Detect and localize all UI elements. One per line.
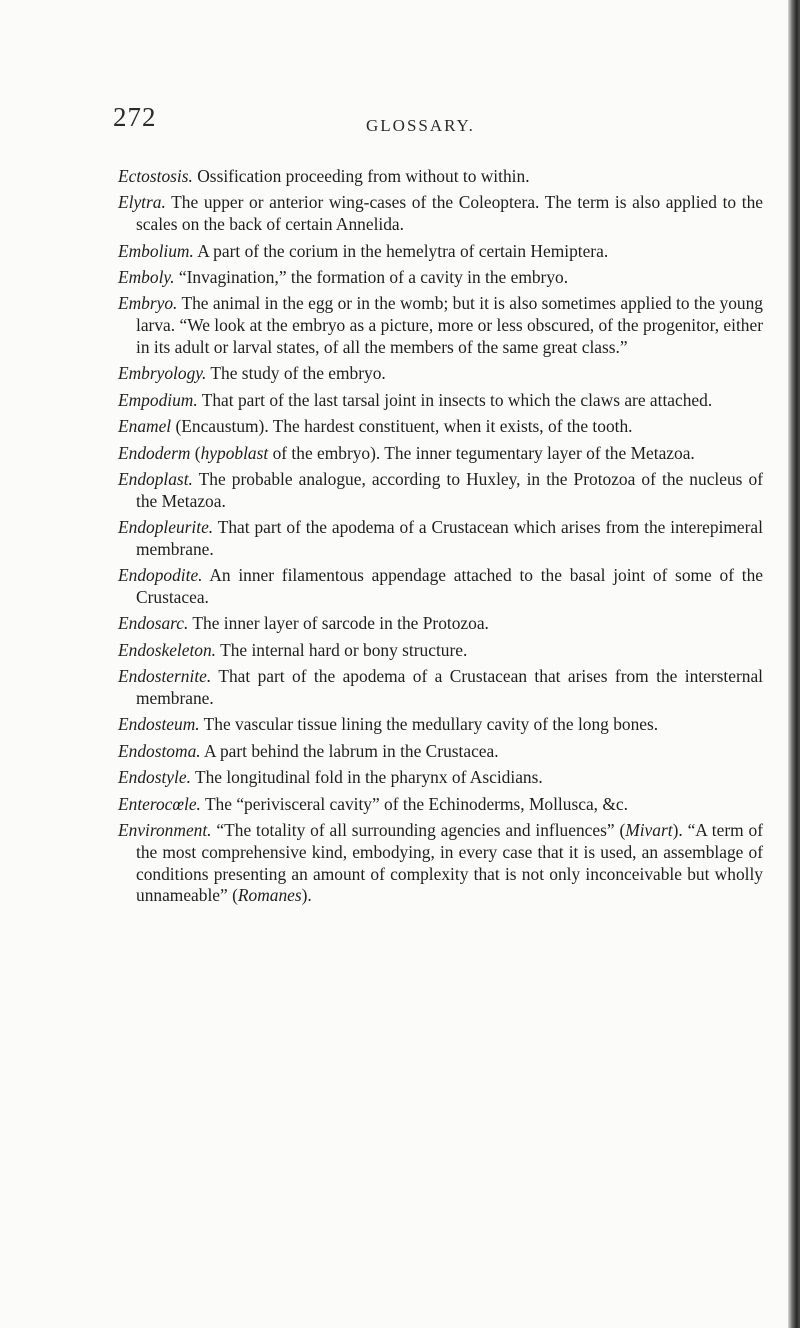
glossary-entry-endosteum <box>118 714 763 736</box>
entry-term: Enterocœle. <box>118 793 201 814</box>
entry-term: Elytra. <box>118 192 166 213</box>
glossary-entry-elytra <box>118 192 763 236</box>
entry-term: Endosternite. <box>118 666 212 687</box>
entry-citation-mivart: Mivart <box>625 820 673 840</box>
glossary-entry-environment <box>118 820 763 907</box>
entry-term: Enamel <box>118 416 172 437</box>
entry-term: Endoskeleton. <box>118 639 217 660</box>
entry-term: Embolium. <box>118 240 194 261</box>
entry-definition: The probable analogue, according to Huxley, in the Protozoa of the nucleus of the Metazoa. <box>136 468 763 511</box>
glossary-entry-endopleurite <box>118 517 763 561</box>
entry-definition: The vascular tissue lining the medullary cavity of the long bones. <box>199 714 659 735</box>
entry-italic-term: hypoblast <box>200 442 269 463</box>
glossary-entry-empodium <box>118 390 763 412</box>
entry-definition: Ossification proceeding from without to within. <box>192 166 530 186</box>
entry-definition-part: ( <box>190 442 201 463</box>
glossary-entry-endostyle <box>118 767 763 789</box>
glossary-entry-enamel <box>118 416 763 438</box>
entry-definition: A part behind the labrum in the Crustacea. <box>200 740 499 761</box>
entry-definition: The longitudinal fold in the pharynx of Ascidians. <box>190 767 543 788</box>
entry-definition: An inner filamentous appendage attached to the basal joint of some of the Crustacea. <box>136 565 763 608</box>
entry-definition: The upper or anterior wing-cases of the Coleoptera. The term is also applied to the scales on the back of certain Annelida. <box>136 192 763 235</box>
glossary-entry-embryology <box>118 363 763 385</box>
glossary-entry-embryo <box>118 293 763 358</box>
entry-term: Endopleurite. <box>118 517 214 538</box>
running-head: GLOSSARY. <box>366 116 475 135</box>
entry-definition: The internal hard or bony structure. <box>216 639 468 660</box>
entry-definition: (Encaustum). The hardest constituent, when it exists, of the tooth. <box>171 416 633 437</box>
glossary-entry-endoplast <box>118 469 763 513</box>
entry-definition-part: ). “A term of the most comprehensive kind, embodying, in every case that it is used, an assemblage of conditions presenting an amount of complexity that is not only inconceivable but wholly unnameable” ( <box>136 820 763 906</box>
entry-definition-part: ). <box>301 885 312 906</box>
entry-definition-part: “The totality of all surrounding agencies and influences” ( <box>211 820 626 840</box>
entry-term: Emboly. <box>118 266 175 287</box>
entry-definition: A part of the corium in the hemelytra of certain Hemiptera. <box>193 240 609 261</box>
entry-term: Endopodite. <box>118 565 203 586</box>
entry-term: Endostyle. <box>118 767 191 788</box>
entry-citation-romanes: Romanes <box>237 885 302 906</box>
glossary-entry-embolium <box>118 241 763 263</box>
entry-definition: That part of the last tarsal joint in insects to which the claws are attached. <box>197 389 713 410</box>
entry-term: Embryo. <box>118 293 178 314</box>
entry-term: Embryology. <box>118 363 207 384</box>
entry-definition-part: of the embryo). The inner tegumentary layer of the Metazoa. <box>268 442 695 463</box>
page-edge-shadow <box>788 0 800 1328</box>
entry-definition: That part of the apodema of a Crustacean that arises from the intersternal membrane. <box>136 666 763 709</box>
entry-definition: That part of the apodema of a Crustacean which arises from the interepimeral membrane. <box>136 517 763 559</box>
page-number: 272 <box>113 102 157 132</box>
entry-definition: The inner layer of sarcode in the Protozoa. <box>188 613 489 634</box>
entry-definition: The animal in the egg or in the womb; but it is also sometimes applied to the young larva. “We look at the embryo as a picture, more or less obscured, of the progenitor, either in its adult or larval states, of all the members of the same great class.” <box>136 293 763 357</box>
glossary-entry-endosternite <box>118 666 763 710</box>
glossary-entry-endopodite <box>118 565 763 609</box>
entry-term: Empodium. <box>118 389 198 410</box>
entry-term: Ectostosis. <box>118 166 193 186</box>
entry-definition: “Invagination,” the formation of a cavity in the embryo. <box>174 266 569 287</box>
glossary-entry-endoskeleton <box>118 640 763 662</box>
entry-term: Endoplast. <box>118 468 193 489</box>
glossary-entry-enterocoele <box>118 794 763 816</box>
glossary-entry-endoderm <box>118 443 763 465</box>
entry-definition: The “perivisceral cavity” of the Echinoderms, Mollusca, &c. <box>200 793 628 814</box>
glossary-entries <box>118 166 763 912</box>
glossary-entry-endosarc <box>118 613 763 635</box>
entry-term: Endoderm <box>118 442 191 463</box>
entry-definition: The study of the embryo. <box>206 363 386 384</box>
entry-term: Environment. <box>118 820 212 840</box>
entry-term: Endostoma. <box>118 740 201 761</box>
glossary-entry-emboly <box>118 267 763 289</box>
glossary-entry-ectostosis <box>118 166 763 188</box>
entry-term: Endosteum. <box>118 714 200 735</box>
glossary-entry-endostoma <box>118 741 763 763</box>
entry-term: Endosarc. <box>118 613 189 634</box>
